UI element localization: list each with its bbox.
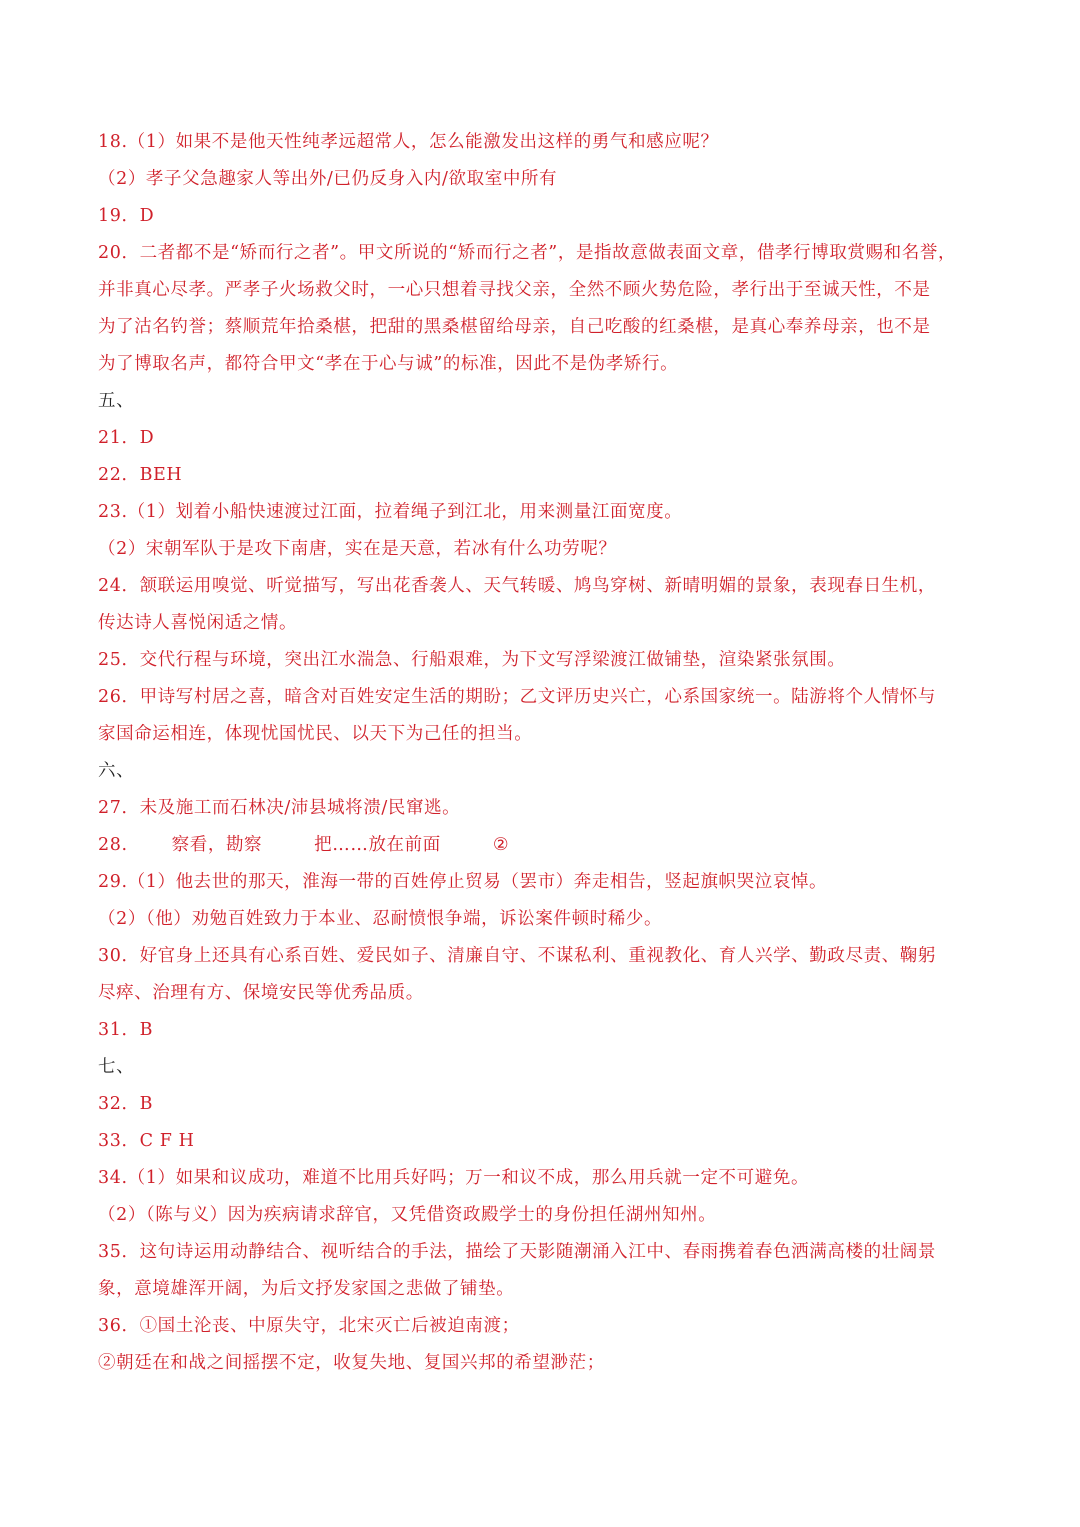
answer-line-q36-2: ②朝廷在和战之间摇摆不定，收复失地、复国兴邦的希望渺茫；: [98, 1353, 605, 1373]
answer-line-q35-1: 35．这句诗运用动静结合、视听结合的手法，描绘了天影随潮涌入江中、春雨携着春色洒满高楼的壮阔景: [98, 1242, 936, 1262]
answer-line-q28: [98, 827, 988, 864]
answer-line-q20-4: 为了博取名声，都符合甲文“孝在于心与诚”的标准，因此不是伪孝矫行。: [98, 354, 679, 374]
answer-q28-part-1: 察看，勘察: [171, 835, 263, 855]
answer-line-q18-2: （2）孝子父急趣家人等出外/已仍反身入内/欲取室中所有: [98, 169, 558, 189]
answer-line-q32: 32．B: [98, 1094, 154, 1114]
answer-line-q30-1: 30．好官身上还具有心系百姓、爱民如子、清廉自守、不谋私利、重视教化、育人兴学、勤政尽责、鞠躬: [98, 946, 936, 966]
answer-line-q20-3: 为了沽名钓誉；蔡顺荒年拾桑椹，把甜的黑桑椹留给母亲，自己吃酸的红桑椹，是真心奉养母亲，也不是: [98, 317, 931, 337]
answer-line-q18-1: 18.（1）如果不是他天性纯孝远超常人，怎么能激发出这样的勇气和感应呢？: [98, 132, 719, 152]
answer-line-q27: 27．未及施工而石林决/沛县城将溃/民窜逃。: [98, 798, 461, 818]
answer-line-q24-1: 24．颔联运用嗅觉、听觉描写，写出花香袭人、天气转暖、鸠鸟穿树、新晴明媚的景象，表现春日生机，: [98, 576, 936, 596]
answer-line-q36-1: 36．①国土沦丧、中原失守，北宋灭亡后被迫南渡；: [98, 1316, 520, 1336]
answer-line-q19: 19．D: [98, 206, 155, 226]
answer-line-q20-2: 并非真心尽孝。严孝子火场救父时，一心只想着寻找父亲，全然不顾火势危险，孝行出于至诚天性，不是: [98, 280, 931, 300]
answer-line-q23-2: （2）宋朝军队于是攻下南唐，实在是天意，若冰有什么功劳呢？: [98, 539, 617, 559]
answer-line-q30-2: 尽瘁、治理有方、保境安民等优秀品质。: [98, 983, 424, 1003]
answer-line-q33: 33．C F H: [98, 1131, 195, 1151]
answer-line-q31: 31．B: [98, 1020, 154, 1040]
answer-line-q29-2: （2）（他）劝勉百姓致力于本业、忍耐愤恨争端，诉讼案件顿时稀少。: [98, 909, 663, 929]
answer-line-q22: 22．BEH: [98, 465, 183, 485]
answer-line-q26-2: 家国命运相连，体现忧国忧民、以天下为己任的担当。: [98, 724, 533, 744]
answer-line-q34-2: （2）（陈与义）因为疾病请求辞官，又凭借资政殿学士的身份担任湖州知州。: [98, 1205, 717, 1225]
answer-line-q35-2: 象，意境雄浑开阔，为后文抒发家国之悲做了铺垫。: [98, 1279, 515, 1299]
answer-line-q34-1: 34.（1）如果和议成功，难道不比用兵好吗；万一和议不成，那么用兵就一定不可避免。: [98, 1168, 810, 1188]
answer-q28-part-3: ②: [492, 835, 510, 855]
answer-q28-number: 28.: [98, 835, 128, 855]
answer-q28-part-2: 把……放在前面: [314, 835, 441, 855]
answer-line-q25: 25．交代行程与环境，突出江水湍急、行船艰难，为下文写浮梁渡江做铺垫，渲染紧张氛围。: [98, 650, 846, 670]
answer-line-q23-1: 23.（1）划着小船快速渡过江面，拉着绳子到江北，用来测量江面宽度。: [98, 502, 683, 522]
section-heading-6: 六、: [98, 761, 135, 781]
answer-line-q26-1: 26．甲诗写村居之喜，暗含对百姓安定生活的期盼；乙文评历史兴亡，心系国家统一。陆游将个人情怀与: [98, 687, 936, 707]
answer-list: [98, 124, 988, 1382]
answer-line-q29-1: 29.（1）他去世的那天，淮海一带的百姓停止贸易（罢市）奔走相告，竖起旗帜哭泣哀悼。: [98, 872, 828, 892]
answer-line-q21: 21．D: [98, 428, 155, 448]
section-heading-7: 七、: [98, 1057, 135, 1077]
answer-line-q24-2: 传达诗人喜悦闲适之情。: [98, 613, 298, 633]
section-heading-5: 五、: [98, 391, 135, 411]
answer-line-q20-1: 20．二者都不是“矫而行之者”。甲文所说的“矫而行之者”，是指故意做表面文章，借孝行博取赏赐和名誉，: [98, 243, 957, 263]
